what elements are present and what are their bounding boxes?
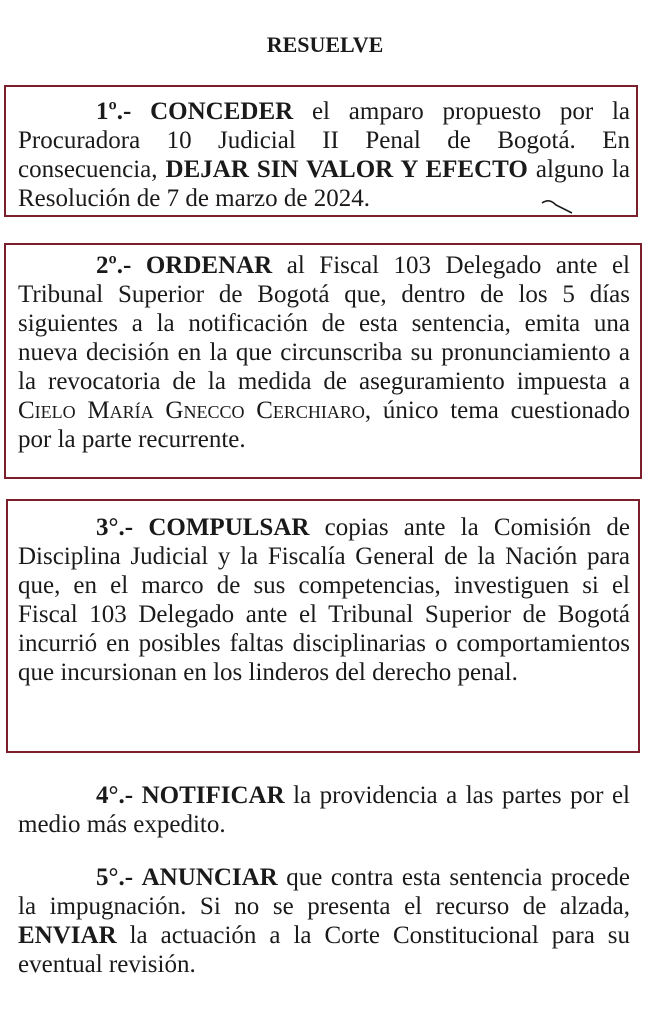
person-name: Cielo María Gnecco Cerchiaro (18, 397, 365, 424)
item-text: al Fiscal 103 Delegado ante el Tribunal Superior de Bogotá que, dentro de los 5 días siguientes a la notificación de esta sentencia, emita una nueva decisión en la que circunscriba su pronunciamiento a la revocatoria de la medida de aseguramiento impuesta a (18, 252, 631, 395)
item-text-end: , único tema cuestionado por la parte recurrente. (18, 397, 630, 453)
resolution-item-5 (18, 863, 630, 979)
resolution-item-2 (18, 251, 630, 454)
resolution-item-1 (18, 97, 630, 213)
item-text: el amparo propuesto por la Procuradora 10 Judicial II Penal de Bogotá. En consecuencia, (18, 98, 631, 183)
item-verb: ANUNCIAR (141, 864, 278, 891)
item-text-end: la actuación a la Corte Constitucional para su eventual revisión. (18, 922, 630, 978)
item-number: 5°.- (96, 864, 134, 891)
item-number: 3°.- (96, 514, 134, 541)
item-number: 1º.- (96, 98, 132, 125)
resolution-item-4 (18, 781, 630, 839)
item-number: 2º.- (96, 252, 132, 279)
item-verb: ORDENAR (145, 252, 273, 279)
item-verb: COMPULSAR (148, 514, 310, 541)
item-verb: NOTIFICAR (141, 782, 285, 809)
item-emphasis: DEJAR SIN VALOR Y EFECTO (165, 156, 528, 183)
item-text-end: alguno la Resolución de 7 de marzo de 2024. (18, 156, 630, 212)
item-text: la providencia a las partes por el medio más expedito. (18, 782, 630, 838)
item-number: 4°.- (96, 782, 134, 809)
item-emphasis: ENVIAR (18, 922, 117, 949)
item-text: copias ante la Comisión de Disciplina Judicial y la Fiscalía General de la Nación para que, en el marco de sus competencias, investiguen si el Fiscal 103 Delegado ante el Tribunal Superior de Bogotá incurrió en posibles faltas disciplinarias o comportamientos que incursionan en los linderos del derecho penal. (18, 514, 631, 686)
handwritten-mark (540, 195, 576, 217)
resolution-item-3 (18, 513, 630, 687)
section-heading: RESUELVE (266, 32, 384, 57)
item-text: que contra esta sentencia procede la impugnación. Si no se presenta el recurso de alzada, (18, 864, 631, 920)
item-verb: CONCEDER (150, 98, 294, 125)
